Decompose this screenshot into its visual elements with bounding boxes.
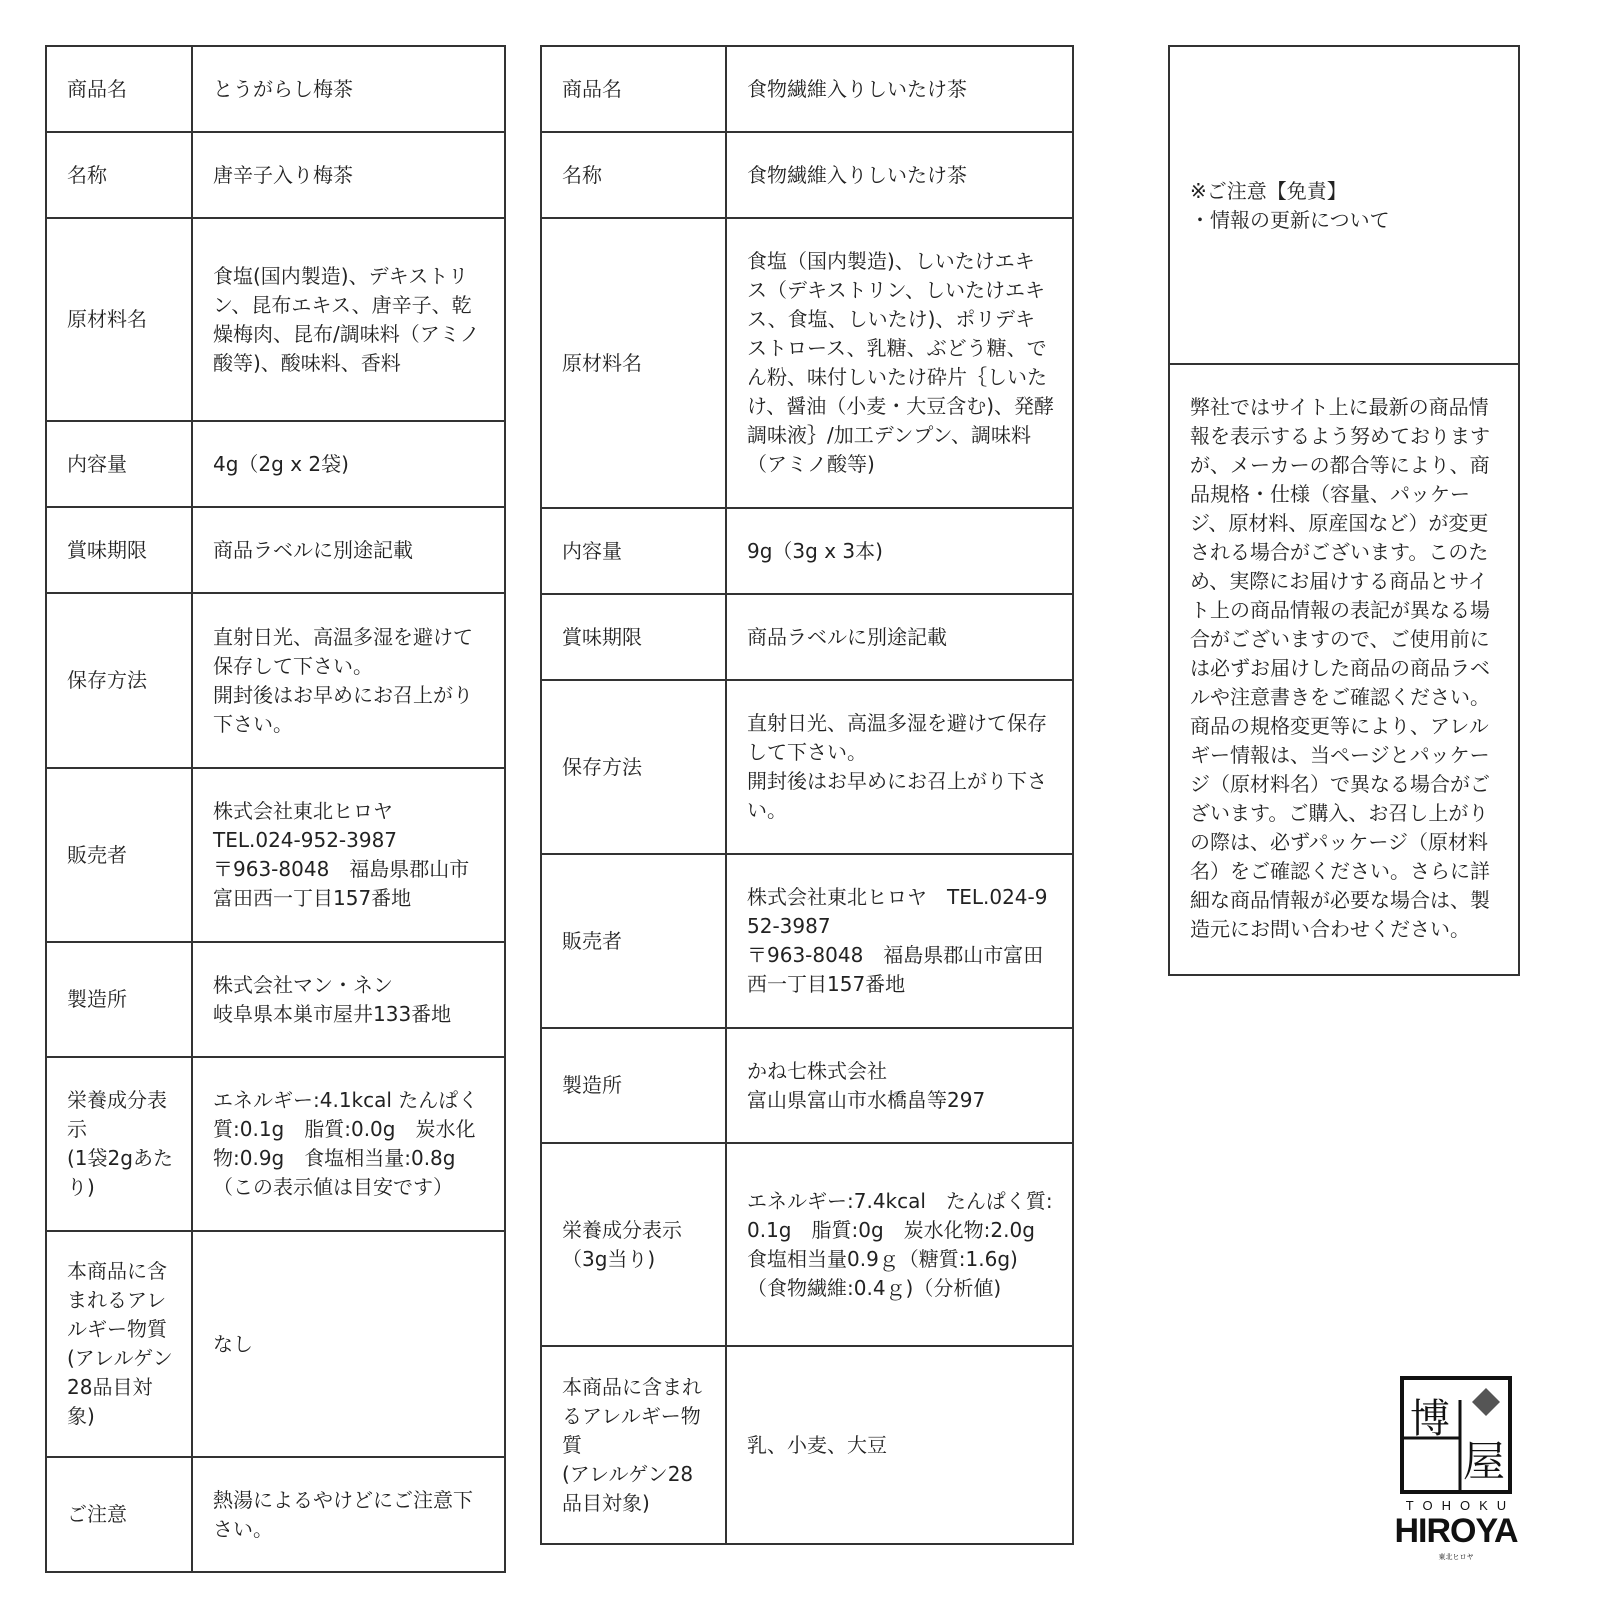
disclaimer-body: 弊社ではサイト上に最新の商品情報を表示するよう努めておりますが、メーカーの都合等により、商品規格・仕様（容量、パッケージ、原材料、原産国など）が変更される場合がございます。このため、実際にお届けする商品とサイト上の商品情報の表記が異なる場合がございますので、ご使用前には必ずお届けした商品の商品ラベルや注意書きをご確認ください。商品の規格変更等により、アレルギー情報は、当ページとパッケージ（原材料名）で異なる場合がございます。ご購入、お召し上がりの際は、必ずパッケージ（原材料名）をご確認ください。さらに詳細な商品情報が必要な場合は、製造元にお問い合わせください。: [1190, 395, 1490, 941]
table-row: [46, 507, 505, 593]
row-label: 賞味期限: [46, 507, 192, 593]
row-label: 商品名: [46, 46, 192, 132]
table-row: [46, 1231, 505, 1457]
row-value: 直射日光、高温多湿を避けて保存して下さい。 開封後はお早めにお召上がり下さい。: [192, 593, 505, 768]
table-row: [541, 680, 1073, 854]
row-label: 製造所: [46, 942, 192, 1057]
row-label: 本商品に含まれるアレルギー物質 (アレルゲン28品目対象): [541, 1346, 726, 1544]
row-value: 直射日光、高温多湿を避けて保存して下さい。 開封後はお早めにお召上がり下さい。: [726, 680, 1073, 854]
table-row: [541, 132, 1073, 218]
table-row: [541, 1346, 1073, 1544]
table-row: [541, 1143, 1073, 1346]
row-value: なし: [192, 1231, 505, 1457]
table1-body: [46, 46, 505, 1572]
table-row: [541, 594, 1073, 680]
row-label: 製造所: [541, 1028, 726, 1143]
row-label: 本商品に含まれるアレルギー物質 (アレルゲン28品目対象): [46, 1231, 192, 1457]
row-label: 賞味期限: [541, 594, 726, 680]
row-label: 名称: [46, 132, 192, 218]
row-value: 4g（2g x 2袋): [192, 421, 505, 507]
table-row: [46, 768, 505, 942]
disclaimer-title: ※ご注意【免責】 ・情報の更新について: [1170, 47, 1518, 365]
product-spec-table-umecha: [45, 45, 506, 1573]
row-label: ご注意: [46, 1457, 192, 1572]
row-label: 名称: [541, 132, 726, 218]
disclaimer-box: [1168, 45, 1520, 976]
row-value: 株式会社東北ヒロヤ TEL.024-952-3987 〒963-8048 福島県郡山市富田西一丁目157番地: [192, 768, 505, 942]
row-label: 保存方法: [541, 680, 726, 854]
row-value: 株式会社東北ヒロヤ TEL.024-952-3987 〒963-8048 福島県郡山市富田西一丁目157番地: [726, 854, 1073, 1028]
table-row: [541, 218, 1073, 508]
row-label: 販売者: [46, 768, 192, 942]
logo-mark: [1400, 1376, 1512, 1494]
row-value: 唐辛子入り梅茶: [192, 132, 505, 218]
table-row: [46, 1057, 505, 1231]
row-label: 販売者: [541, 854, 726, 1028]
logo-mark-text: 博: [1410, 1396, 1450, 1442]
table-row: [46, 942, 505, 1057]
table2-body: [541, 46, 1073, 1544]
row-label: 保存方法: [46, 593, 192, 768]
table-row: [541, 508, 1073, 594]
logo-mark-text-2: 屋: [1462, 1437, 1506, 1486]
row-value: 9g（3g x 3本): [726, 508, 1073, 594]
row-value: エネルギー:4.1kcal たんぱく質:0.1g 脂質:0.0g 炭水化物:0.9g 食塩相当量:0.8g（この表示値は目安です）: [192, 1057, 505, 1231]
product-spec-table-shiitake: [540, 45, 1074, 1545]
table-row: [46, 46, 505, 132]
brand-logo: [1392, 1376, 1520, 1566]
table-row: [541, 1028, 1073, 1143]
row-label: 内容量: [541, 508, 726, 594]
row-label: 栄養成分表示 （3g当り): [541, 1143, 726, 1346]
row-value: かね七株式会社 富山県富山市水橋畠等297: [726, 1028, 1073, 1143]
row-value: 食物繊維入りしいたけ茶: [726, 46, 1073, 132]
row-value: 商品ラベルに別途記載: [726, 594, 1073, 680]
row-value: 商品ラベルに別途記載: [192, 507, 505, 593]
logo-small-text: 東北ヒロヤ: [1438, 1553, 1474, 1561]
row-value: とうがらし梅茶: [192, 46, 505, 132]
row-value: 食塩(国内製造)、デキストリン、昆布エキス、唐辛子、乾燥梅肉、昆布/調味料（アミノ酸等)、酸味料、香料: [192, 218, 505, 421]
table-row: [46, 218, 505, 421]
table-row: [46, 421, 505, 507]
table-row: [541, 46, 1073, 132]
table-row: [46, 132, 505, 218]
table-row: [46, 1457, 505, 1572]
row-value: 乳、小麦、大豆: [726, 1346, 1073, 1544]
logo-sub-text: TOHOKU: [1405, 1498, 1516, 1513]
logo-main-text: HIROYA: [1394, 1512, 1518, 1550]
row-label: 原材料名: [541, 218, 726, 508]
row-label: 内容量: [46, 421, 192, 507]
row-label: 原材料名: [46, 218, 192, 421]
row-value: エネルギー:7.4kcal たんぱく質:0.1g 脂質:0g 炭水化物:2.0g食塩相当量0.9ｇ（糖質:1.6g)（食物繊維:0.4ｇ)（分析値): [726, 1143, 1073, 1346]
row-value: 食物繊維入りしいたけ茶: [726, 132, 1073, 218]
table-row: [541, 854, 1073, 1028]
row-label: 栄養成分表示 (1袋2gあたり): [46, 1057, 192, 1231]
table-row: [46, 593, 505, 768]
row-value: 熱湯によるやけどにご注意下さい。: [192, 1457, 505, 1572]
row-label: 商品名: [541, 46, 726, 132]
row-value: 食塩（国内製造)、しいたけエキス（デキストリン、しいたけエキス、食塩、しいたけ)、ポリデキストロース、乳糖、ぶどう糖、でん粉、味付しいたけ砕片｛しいたけ、醤油（小麦・大豆含む)、発酵調味液｝/加工デンプン、調味料（アミノ酸等): [726, 218, 1073, 508]
row-value: 株式会社マン・ネン 岐阜県本巣市屋井133番地: [192, 942, 505, 1057]
